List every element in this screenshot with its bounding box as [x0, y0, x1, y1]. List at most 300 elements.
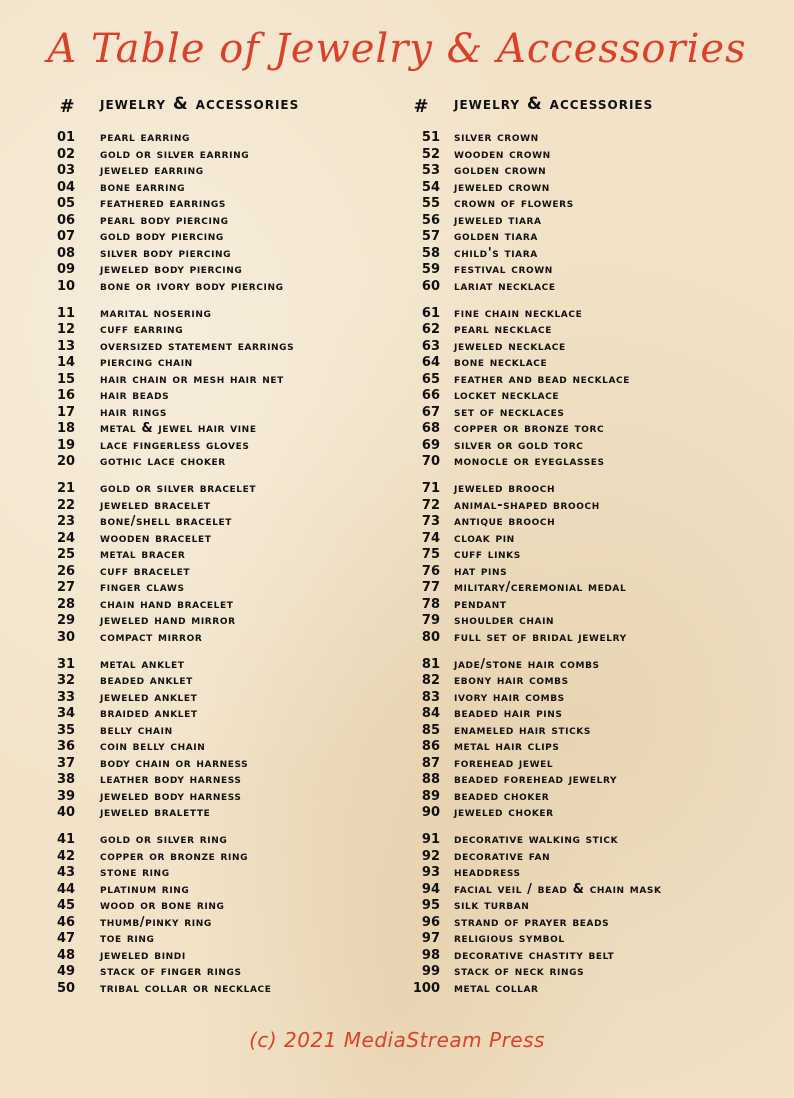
row-item: set of necklaces — [454, 404, 565, 420]
table-row — [54, 706, 414, 723]
table-row — [408, 915, 768, 932]
row-number: 48 — [56, 947, 76, 963]
row-item: hat pins — [454, 563, 508, 579]
row-number: 46 — [56, 914, 76, 930]
table-row — [408, 262, 768, 279]
row-number: 80 — [421, 629, 440, 645]
table-row — [54, 739, 414, 756]
row-item: beaded choker — [454, 788, 550, 804]
table-column-right — [408, 92, 768, 997]
table-row — [408, 481, 768, 498]
row-number: 18 — [56, 421, 76, 436]
table-row — [54, 915, 414, 932]
row-item: stack of neck rings — [454, 964, 585, 979]
table-row — [408, 454, 768, 471]
row-number: 81 — [421, 656, 440, 672]
row-number: 86 — [421, 739, 440, 754]
table-row — [408, 964, 768, 981]
row-number: 62 — [421, 322, 440, 337]
row-item: ivory hair combs — [454, 689, 565, 705]
row-number: 45 — [56, 898, 76, 913]
table-row — [54, 789, 414, 806]
table-row — [408, 180, 768, 197]
row-item: lariat necklace — [454, 278, 556, 294]
row-item: marital nosering — [100, 305, 212, 321]
row-item: golden crown — [454, 163, 547, 178]
row-number: 31 — [56, 656, 76, 672]
table-row — [54, 262, 414, 279]
row-item: finger claws — [100, 580, 185, 595]
table-row — [54, 882, 414, 899]
table-row — [408, 849, 768, 866]
row-item: jeweled tiara — [454, 212, 542, 228]
table-row — [54, 213, 414, 230]
table-row — [54, 931, 414, 948]
row-number: 28 — [56, 596, 76, 612]
table-row — [408, 147, 768, 164]
table-row — [408, 355, 768, 372]
table-row — [408, 832, 768, 849]
row-item: pearl body piercing — [100, 212, 229, 228]
row-number: 12 — [56, 322, 76, 337]
row-number: 52 — [421, 146, 440, 162]
table-row — [408, 772, 768, 789]
row-number: 25 — [56, 547, 76, 562]
table-row — [408, 196, 768, 213]
row-number: 03 — [56, 163, 76, 178]
row-item: cuff links — [454, 547, 521, 562]
row-item: cuff earring — [100, 322, 184, 337]
row-item: chain hand bracelet — [100, 596, 234, 612]
row-item: platinum ring — [100, 881, 190, 897]
row-number: 13 — [56, 338, 76, 354]
row-number: 17 — [56, 404, 76, 420]
row-item: silk turban — [454, 898, 530, 913]
row-item: braided anklet — [100, 706, 198, 721]
table-row — [408, 706, 768, 723]
table-row — [408, 657, 768, 674]
table-row — [408, 306, 768, 323]
row-number: 67 — [421, 404, 440, 420]
table-row — [54, 339, 414, 356]
row-item: decorative fan — [454, 848, 551, 864]
row-number: 16 — [56, 388, 76, 403]
table-row — [54, 147, 414, 164]
row-number: 78 — [421, 596, 440, 612]
row-number: 57 — [421, 229, 440, 244]
table-row — [408, 882, 768, 899]
row-item: shoulder chain — [454, 613, 555, 628]
table-row — [54, 723, 414, 740]
table-row — [54, 405, 414, 422]
item-column-header: jewelry & accessories — [454, 94, 654, 114]
table-row — [408, 580, 768, 597]
row-item: jade/stone hair combs — [454, 656, 600, 672]
table-row — [408, 246, 768, 263]
row-number: 53 — [421, 163, 440, 178]
table-row — [408, 739, 768, 756]
row-item: coin belly chain — [100, 739, 206, 754]
row-item: hair rings — [100, 404, 167, 420]
row-number: 06 — [56, 212, 76, 228]
row-number: 30 — [56, 629, 76, 645]
table-row — [54, 564, 414, 581]
row-number: 61 — [421, 305, 440, 321]
row-item: ebony hair combs — [454, 673, 569, 688]
table-row — [408, 898, 768, 915]
row-number: 09 — [56, 262, 76, 277]
row-number: 63 — [421, 338, 440, 354]
table-row — [54, 597, 414, 614]
copyright-footer: (c) 2021 MediaStream Press — [249, 1028, 545, 1052]
row-item: cloak pin — [454, 530, 515, 546]
row-item: decorative walking stick — [454, 832, 619, 847]
row-item: gold or silver earring — [100, 146, 250, 162]
table-row — [54, 322, 414, 339]
table-header — [408, 92, 768, 122]
row-number: 42 — [56, 848, 76, 864]
row-item: gold body piercing — [100, 229, 224, 244]
row-number: 01 — [56, 130, 76, 145]
row-item: jeweled brooch — [454, 481, 556, 496]
row-number: 69 — [421, 437, 440, 453]
row-number: 33 — [56, 689, 76, 705]
row-number: 40 — [56, 805, 76, 820]
row-number: 20 — [56, 454, 76, 469]
row-item: jeweled anklet — [100, 689, 198, 705]
row-item: gothic lace choker — [100, 454, 226, 469]
row-number: 71 — [421, 481, 440, 496]
row-item: copper or bronze ring — [100, 848, 249, 864]
table-row — [408, 498, 768, 515]
row-item: festival crown — [454, 262, 553, 277]
table-row — [54, 514, 414, 531]
table-row — [408, 438, 768, 455]
row-item: bone necklace — [454, 355, 548, 370]
row-number: 08 — [56, 245, 76, 261]
table-row — [408, 931, 768, 948]
row-number: 32 — [56, 673, 76, 688]
row-number: 65 — [421, 371, 440, 387]
row-item: enameled hair sticks — [454, 722, 591, 738]
row-number: 49 — [56, 964, 76, 979]
row-item: strand of prayer beads — [454, 914, 610, 930]
row-item: hair beads — [100, 388, 170, 403]
row-item: metal collar — [454, 980, 539, 996]
row-number: 74 — [421, 530, 440, 546]
row-item: tribal collar or necklace — [100, 980, 272, 996]
row-item: leather body harness — [100, 772, 242, 787]
table-rows — [408, 130, 768, 997]
row-item: piercing chain — [100, 355, 193, 370]
row-item: pearl earring — [100, 130, 190, 145]
row-number: 84 — [421, 706, 440, 721]
row-number: 96 — [421, 914, 440, 930]
row-number: 66 — [421, 388, 440, 403]
table-row — [408, 279, 768, 296]
row-item: animal-shaped brooch — [454, 497, 600, 513]
table-row — [54, 196, 414, 213]
table-row — [54, 849, 414, 866]
row-item: jeweled body piercing — [100, 262, 243, 277]
row-item: bone/shell bracelet — [100, 514, 233, 529]
row-item: silver crown — [454, 130, 539, 145]
row-item: jeweled crown — [454, 179, 550, 195]
row-number: 76 — [421, 563, 440, 579]
row-item: bone or ivory body piercing — [100, 278, 284, 294]
row-item: golden tiara — [454, 229, 538, 244]
row-number: 24 — [56, 530, 76, 546]
row-item: locket necklace — [454, 388, 560, 403]
row-number: 51 — [421, 130, 440, 145]
row-number: 21 — [56, 481, 76, 496]
row-number: 72 — [421, 497, 440, 513]
row-item: lace fingerless gloves — [100, 437, 250, 453]
row-item: stack of finger rings — [100, 964, 242, 979]
row-item: pendant — [454, 596, 507, 612]
row-number: 02 — [56, 146, 76, 162]
table-row — [54, 438, 414, 455]
table-row — [408, 805, 768, 822]
row-number: 11 — [56, 305, 76, 321]
row-item: gold or silver bracelet — [100, 481, 257, 496]
row-number: 23 — [56, 514, 76, 529]
page-title: A Table of Jewelry & Accessories — [47, 26, 747, 72]
table-row — [54, 898, 414, 915]
table-row — [408, 405, 768, 422]
row-number: 29 — [56, 613, 76, 628]
table-row — [54, 964, 414, 981]
row-number: 83 — [421, 689, 440, 705]
row-number: 10 — [56, 278, 76, 294]
row-number: 68 — [421, 421, 440, 436]
row-number: 97 — [421, 931, 440, 946]
table-row — [54, 229, 414, 246]
row-number: 27 — [56, 580, 76, 595]
row-item: body chain or harness — [100, 755, 249, 771]
table-row — [408, 421, 768, 438]
table-row — [54, 673, 414, 690]
table-row — [408, 673, 768, 690]
table-row — [408, 613, 768, 630]
table-row — [408, 372, 768, 389]
row-number: 36 — [56, 739, 76, 754]
row-item: jeweled earring — [100, 163, 204, 178]
row-number: 41 — [56, 832, 76, 847]
row-number: 19 — [56, 437, 76, 453]
row-number: 70 — [421, 454, 440, 469]
table-row — [54, 421, 414, 438]
table-row — [54, 690, 414, 707]
row-number: 59 — [421, 262, 440, 277]
row-item: gold or silver ring — [100, 832, 228, 847]
row-item: jeweled body harness — [100, 788, 242, 804]
row-number: 85 — [421, 722, 440, 738]
row-number: 87 — [421, 755, 440, 771]
table-row — [54, 481, 414, 498]
row-item: copper or bronze torc — [454, 421, 605, 436]
row-item: silver or gold torc — [454, 437, 584, 453]
row-number: 77 — [421, 580, 440, 595]
row-number: 60 — [421, 278, 440, 294]
row-item: stone ring — [100, 865, 170, 880]
row-item: metal hair clips — [454, 739, 560, 754]
row-number: 35 — [56, 722, 76, 738]
row-item: feather and bead necklace — [454, 371, 631, 387]
row-item: feathered earrings — [100, 196, 226, 211]
table-row — [54, 772, 414, 789]
row-number: 47 — [56, 931, 76, 946]
table-row — [54, 279, 414, 296]
table-row — [54, 580, 414, 597]
row-item: religious symbol — [454, 931, 565, 946]
table-row — [54, 306, 414, 323]
row-item: forehead jewel — [454, 755, 554, 771]
table-row — [408, 514, 768, 531]
table-row — [408, 213, 768, 230]
table-row — [54, 613, 414, 630]
table-row — [54, 498, 414, 515]
table-row — [54, 388, 414, 405]
table-row — [408, 531, 768, 548]
row-number: 93 — [421, 865, 440, 880]
table-row — [408, 229, 768, 246]
row-item: wooden bracelet — [100, 530, 212, 546]
row-item: jeweled necklace — [454, 338, 566, 354]
row-number: 98 — [421, 947, 440, 963]
table-column-left — [54, 92, 414, 997]
row-number: 14 — [56, 355, 76, 370]
row-number: 38 — [56, 772, 76, 787]
table-rows — [54, 130, 414, 997]
row-number: 05 — [56, 196, 76, 211]
table-row — [54, 948, 414, 965]
row-number: 90 — [421, 805, 440, 820]
row-number: 07 — [56, 229, 76, 244]
row-item: military/ceremonial medal — [454, 580, 627, 595]
table-row — [54, 180, 414, 197]
row-number: 26 — [56, 563, 76, 579]
row-number: 44 — [56, 881, 76, 897]
row-item: belly chain — [100, 722, 173, 738]
table-header — [54, 92, 414, 122]
row-number: 50 — [56, 980, 76, 996]
row-item: full set of bridal jewelry — [454, 629, 627, 645]
row-number: 79 — [421, 613, 440, 628]
table-row — [54, 981, 414, 998]
table-row — [408, 388, 768, 405]
row-item: antique brooch — [454, 514, 556, 529]
table-row — [408, 564, 768, 581]
row-item: jeweled bindi — [100, 947, 186, 963]
row-number: 92 — [421, 848, 440, 864]
row-number: 88 — [421, 772, 440, 787]
row-number: 55 — [421, 196, 440, 211]
row-item: jeweled choker — [454, 805, 554, 820]
row-item: metal & jewel hair vine — [100, 421, 257, 436]
table-row — [54, 630, 414, 647]
row-item: hair chain or mesh hair net — [100, 371, 284, 387]
table-row — [408, 948, 768, 965]
table-row — [54, 531, 414, 548]
row-item: jeweled bracelet — [100, 497, 211, 513]
row-item: jeweled hand mirror — [100, 613, 236, 628]
table-row — [408, 756, 768, 773]
table-row — [54, 657, 414, 674]
row-item: headdress — [454, 865, 521, 880]
table-row — [408, 163, 768, 180]
table-row — [408, 547, 768, 564]
table-row — [54, 805, 414, 822]
row-number: 82 — [421, 673, 440, 688]
row-item: thumb/pinky ring — [100, 914, 212, 930]
number-column-header: # — [413, 96, 429, 117]
row-item: wood or bone ring — [100, 898, 225, 913]
row-item: compact mirror — [100, 629, 203, 645]
table-row — [54, 832, 414, 849]
item-column-header: jewelry & accessories — [100, 94, 300, 114]
row-number: 22 — [56, 497, 76, 513]
number-column-header: # — [59, 96, 75, 117]
row-number: 100 — [412, 980, 440, 996]
row-number: 73 — [421, 514, 440, 529]
row-number: 64 — [421, 355, 440, 370]
table-row — [54, 355, 414, 372]
row-item: cuff bracelet — [100, 563, 191, 579]
table-row — [408, 723, 768, 740]
row-item: crown of flowers — [454, 196, 574, 211]
table-row — [408, 597, 768, 614]
row-number: 94 — [421, 881, 440, 897]
row-number: 04 — [56, 179, 76, 195]
table-row — [54, 130, 414, 147]
row-number: 56 — [421, 212, 440, 228]
row-item: child's tiara — [454, 245, 538, 261]
table-row — [54, 865, 414, 882]
row-item: pearl necklace — [454, 322, 553, 337]
row-item: oversized statement earrings — [100, 338, 295, 354]
row-number: 95 — [421, 898, 440, 913]
row-item: monocle or eyeglasses — [454, 454, 605, 469]
row-item: wooden crown — [454, 146, 551, 162]
row-item: beaded hair pins — [454, 706, 563, 721]
row-number: 89 — [421, 788, 440, 804]
row-number: 75 — [421, 547, 440, 562]
row-item: jeweled bralette — [100, 805, 211, 820]
row-item: fine chain necklace — [454, 305, 583, 321]
row-item: toe ring — [100, 931, 155, 946]
row-number: 15 — [56, 371, 76, 387]
row-item: metal bracer — [100, 547, 186, 562]
table-row — [408, 630, 768, 647]
row-item: bone earring — [100, 179, 186, 195]
table-row — [54, 163, 414, 180]
table-row — [408, 981, 768, 998]
table-row — [54, 756, 414, 773]
row-item: decorative chastity belt — [454, 947, 615, 963]
row-item: beaded anklet — [100, 673, 193, 688]
table-row — [408, 322, 768, 339]
row-number: 39 — [56, 788, 76, 804]
table-row — [408, 130, 768, 147]
row-item: silver body piercing — [100, 245, 232, 261]
table-row — [408, 865, 768, 882]
table-row — [408, 339, 768, 356]
row-item: beaded forehead jewelry — [454, 772, 618, 787]
table-row — [54, 547, 414, 564]
table-row — [408, 690, 768, 707]
row-number: 34 — [56, 706, 76, 721]
